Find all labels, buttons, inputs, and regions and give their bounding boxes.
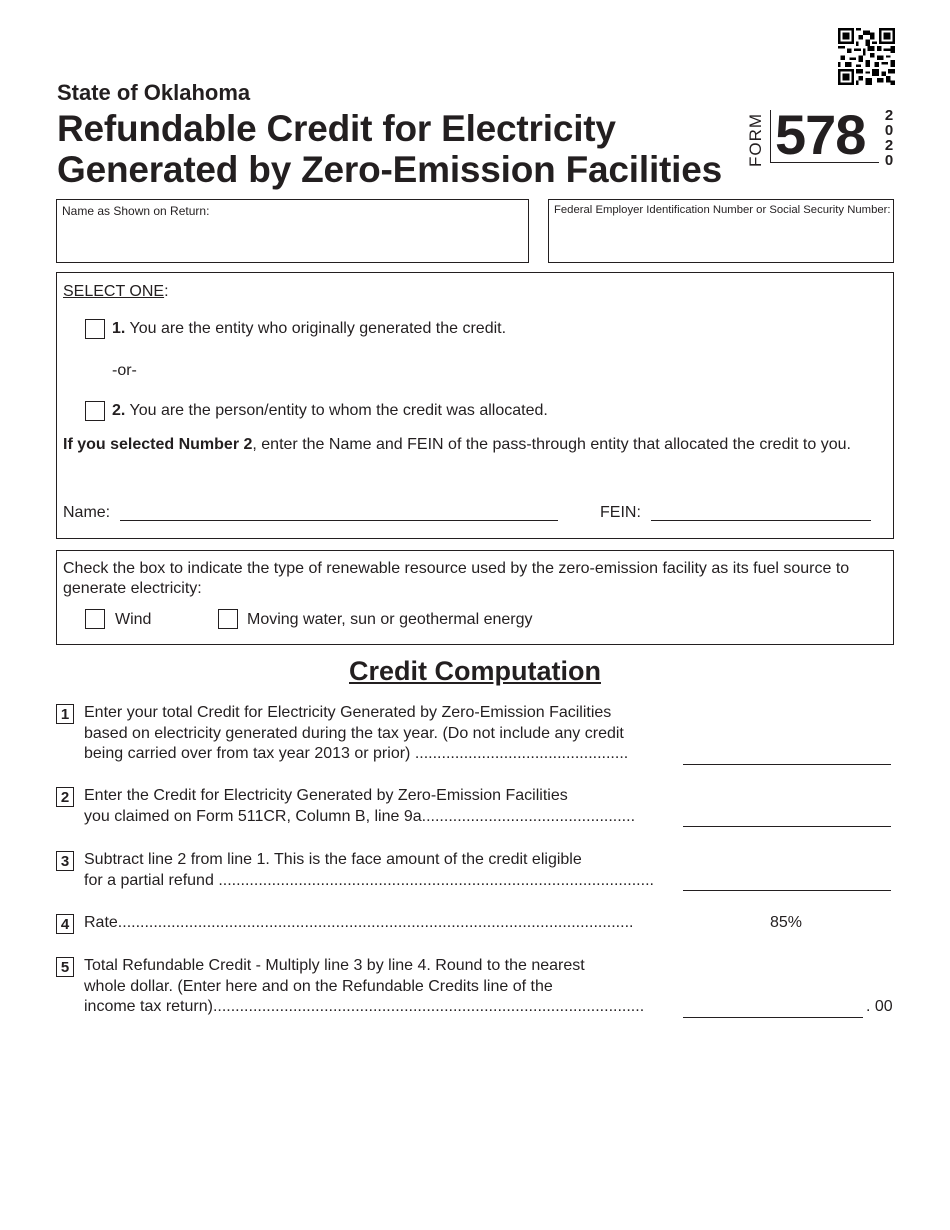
line-1-amount-input[interactable] bbox=[683, 746, 891, 765]
pass-through-fein-input[interactable] bbox=[651, 520, 871, 521]
line-5-cents: . 00 bbox=[866, 998, 893, 1015]
form-number: 578 bbox=[775, 103, 866, 166]
page-title bbox=[57, 108, 722, 190]
name-input[interactable] bbox=[61, 230, 524, 258]
line-2-text-row bbox=[84, 807, 635, 828]
line-1-text-row: based on electricity generated during the tax year. (Do not include any credit bbox=[84, 724, 624, 742]
option-1-number: 1. bbox=[112, 320, 126, 337]
line-5-text bbox=[84, 956, 644, 1018]
wind-checkbox[interactable] bbox=[85, 609, 105, 629]
select-one-section bbox=[56, 272, 894, 539]
line-number-box: 3 bbox=[56, 851, 74, 871]
line-number-box: 1 bbox=[56, 704, 74, 724]
pass-through-instruction-bold: If you selected Number 2 bbox=[63, 436, 253, 453]
line-4-text-label: Rate bbox=[84, 914, 118, 931]
pass-through-name-input[interactable] bbox=[120, 520, 558, 521]
option-2-checkbox[interactable] bbox=[85, 401, 105, 421]
line-5-text-row: Total Refundable Credit - Multiply line 3 by line 4. Round to the nearest bbox=[84, 957, 585, 974]
water-sun-geothermal-label: Moving water, sun or geothermal energy bbox=[247, 611, 533, 628]
line-1-text-row bbox=[84, 744, 628, 765]
option-1-text: You are the entity who originally generated the credit. bbox=[125, 320, 507, 337]
id-field-box[interactable] bbox=[548, 199, 894, 263]
line-1-text bbox=[84, 703, 628, 765]
line-1-text-row: Enter your total Credit for Electricity Generated by Zero-Emission Facilities bbox=[84, 704, 612, 721]
title-line-1: Refundable Credit for Electricity bbox=[57, 108, 616, 149]
line-1-text-last: being carried over from tax year 2013 or prior) bbox=[84, 745, 411, 762]
year-digit: 0 bbox=[884, 152, 894, 169]
line-3-text-last: for a partial refund bbox=[84, 871, 214, 889]
line-2-text bbox=[84, 786, 635, 827]
resource-type-section bbox=[56, 550, 894, 645]
credit-computation-title: Credit Computation bbox=[349, 656, 601, 686]
line-3-text-row bbox=[84, 871, 654, 892]
wind-label: Wind bbox=[115, 611, 152, 628]
option-1-checkbox[interactable] bbox=[85, 319, 105, 339]
name-field-box[interactable] bbox=[56, 199, 529, 263]
title-line-2: Generated by Zero-Emission Facilities bbox=[57, 149, 722, 190]
line-3-text-row: Subtract line 2 from line 1. This is the face amount of the credit eligible bbox=[84, 851, 582, 868]
state-heading: State of Oklahoma bbox=[57, 80, 251, 105]
tax-year bbox=[878, 108, 900, 168]
line-5-text-last: income tax return) bbox=[84, 998, 213, 1015]
dot-leader: ................................................ bbox=[414, 745, 629, 762]
select-one-heading-colon: : bbox=[164, 283, 169, 300]
dot-leader: ................................................ bbox=[421, 807, 636, 825]
year-digit: 0 bbox=[884, 122, 894, 139]
water-sun-geothermal-checkbox[interactable] bbox=[218, 609, 238, 629]
resource-instruction: Check the box to indicate the type of renewable resource used by the zero-emission facility as its fuel source to generate electricity: bbox=[63, 560, 850, 597]
pass-through-instruction bbox=[63, 436, 851, 454]
or-separator: -or- bbox=[112, 362, 137, 379]
dot-leader: ................................................................................................. bbox=[212, 998, 645, 1015]
id-number-input[interactable] bbox=[553, 230, 889, 258]
select-one-heading bbox=[63, 283, 169, 301]
form-label: FORM bbox=[746, 112, 765, 168]
rate-value: 85% bbox=[770, 914, 803, 931]
line-3-text bbox=[84, 850, 654, 891]
dot-leader: .................................................................................................. bbox=[218, 871, 654, 889]
line-2-text-last: you claimed on Form 511CR, Column B, line 9a bbox=[84, 807, 422, 825]
line-3-amount-input[interactable] bbox=[683, 872, 891, 891]
line-5-text-row bbox=[84, 997, 644, 1018]
option-2-number: 2. bbox=[112, 402, 126, 419]
pass-through-name-label: Name: bbox=[63, 504, 111, 521]
pass-through-fein-label: FEIN: bbox=[600, 504, 641, 521]
line-2-text-row: Enter the Credit for Electricity Generated by Zero-Emission Facilities bbox=[84, 787, 568, 804]
option-2-text: You are the person/entity to whom the credit was allocated. bbox=[125, 402, 548, 419]
year-digit: 2 bbox=[884, 107, 894, 124]
year-digit: 2 bbox=[884, 137, 894, 154]
line-4-text bbox=[84, 913, 674, 934]
line-2-amount-input[interactable] bbox=[683, 808, 891, 827]
pass-through-instruction-rest: , enter the Name and FEIN of the pass-through entity that allocated the credit to you. bbox=[252, 436, 851, 453]
line-5-amount-input[interactable] bbox=[683, 999, 863, 1018]
select-one-heading-text: SELECT ONE bbox=[63, 283, 165, 300]
name-field-label: Name as Shown on Return: bbox=[62, 204, 210, 218]
line-number-box: 4 bbox=[56, 914, 74, 934]
option-1-label bbox=[112, 320, 506, 338]
dot-leader: .................................................................................................................... bbox=[117, 914, 634, 931]
line-5-text-row: whole dollar. (Enter here and on the Refundable Credits line of the bbox=[84, 977, 553, 995]
line-number-box: 2 bbox=[56, 787, 74, 807]
line-number-box: 5 bbox=[56, 957, 74, 977]
option-2-label bbox=[112, 402, 548, 420]
id-field-label: Federal Employer Identification Number or Social Security Number: bbox=[554, 204, 891, 216]
qr-code-icon bbox=[838, 28, 895, 85]
